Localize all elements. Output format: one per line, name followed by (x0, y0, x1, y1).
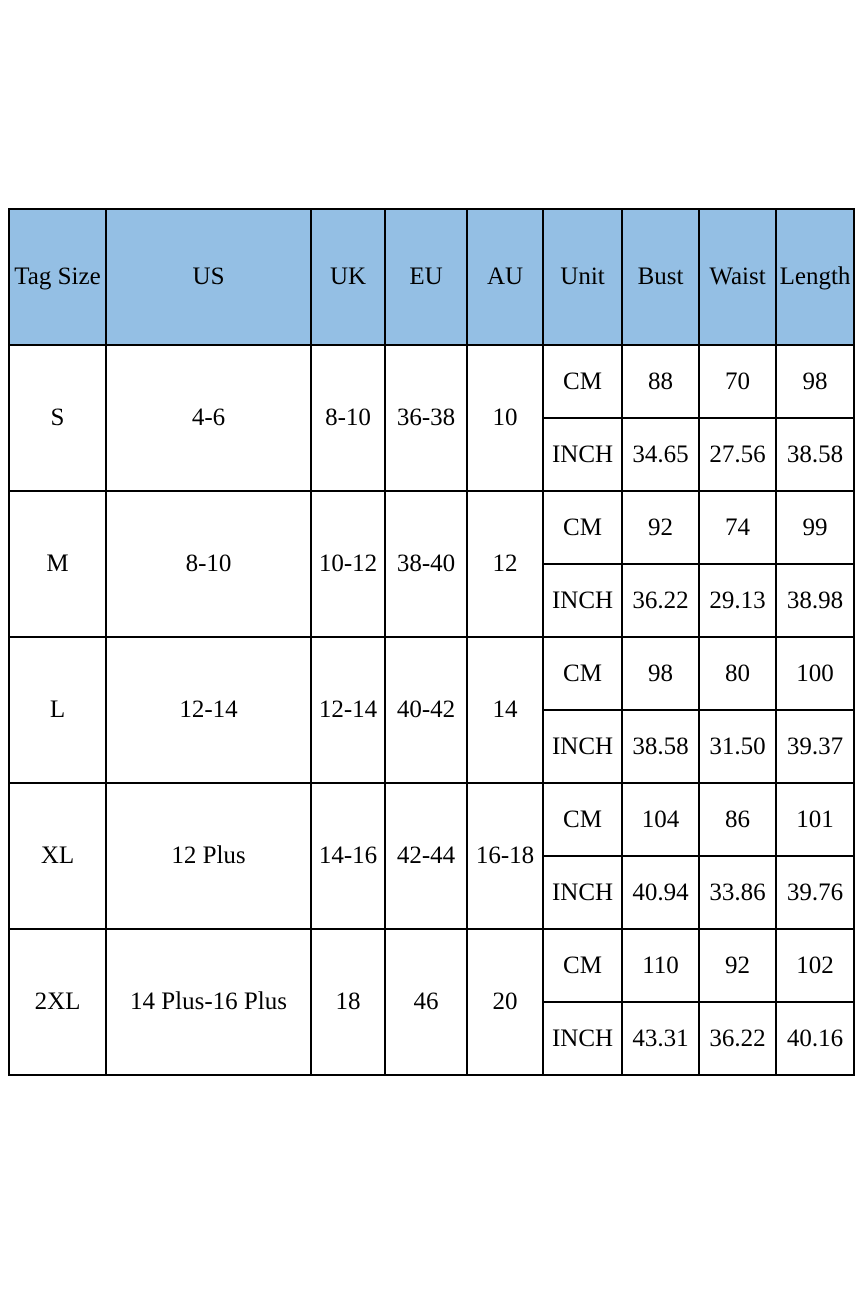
header-bust: Bust (622, 209, 699, 345)
table-row (9, 345, 854, 418)
cell-bust: 38.58 (622, 710, 699, 783)
cell-au: 16-18 (467, 783, 543, 929)
header-tag-size: Tag Size (9, 209, 106, 345)
cell-length: 39.37 (776, 710, 854, 783)
cell-tag-size: M (9, 491, 106, 637)
cell-us: 8-10 (106, 491, 311, 637)
cell-waist: 74 (699, 491, 776, 564)
cell-bust: 36.22 (622, 564, 699, 637)
cell-bust: 92 (622, 491, 699, 564)
cell-eu: 46 (385, 929, 467, 1075)
cell-unit: INCH (543, 418, 622, 491)
cell-waist: 70 (699, 345, 776, 418)
cell-us: 12-14 (106, 637, 311, 783)
cell-bust: 104 (622, 783, 699, 856)
table-row (9, 491, 854, 564)
cell-waist: 36.22 (699, 1002, 776, 1075)
cell-uk: 10-12 (311, 491, 385, 637)
cell-unit: INCH (543, 1002, 622, 1075)
cell-waist: 29.13 (699, 564, 776, 637)
cell-waist: 80 (699, 637, 776, 710)
cell-au: 20 (467, 929, 543, 1075)
cell-tag-size: L (9, 637, 106, 783)
cell-tag-size: XL (9, 783, 106, 929)
cell-eu: 36-38 (385, 345, 467, 491)
cell-au: 10 (467, 345, 543, 491)
cell-unit: CM (543, 783, 622, 856)
cell-tag-size: 2XL (9, 929, 106, 1075)
cell-length: 101 (776, 783, 854, 856)
header-eu: EU (385, 209, 467, 345)
cell-bust: 98 (622, 637, 699, 710)
cell-bust: 110 (622, 929, 699, 1002)
cell-uk: 8-10 (311, 345, 385, 491)
cell-uk: 12-14 (311, 637, 385, 783)
cell-tag-size: S (9, 345, 106, 491)
cell-us: 4-6 (106, 345, 311, 491)
cell-bust: 43.31 (622, 1002, 699, 1075)
table-header (9, 209, 854, 345)
header-au: AU (467, 209, 543, 345)
cell-eu: 40-42 (385, 637, 467, 783)
cell-us: 14 Plus-16 Plus (106, 929, 311, 1075)
cell-length: 38.58 (776, 418, 854, 491)
cell-bust: 88 (622, 345, 699, 418)
header-us: US (106, 209, 311, 345)
cell-waist: 27.56 (699, 418, 776, 491)
cell-waist: 92 (699, 929, 776, 1002)
table-row (9, 637, 854, 710)
cell-us: 12 Plus (106, 783, 311, 929)
header-row (9, 209, 854, 345)
cell-eu: 38-40 (385, 491, 467, 637)
cell-waist: 31.50 (699, 710, 776, 783)
header-uk: UK (311, 209, 385, 345)
cell-length: 98 (776, 345, 854, 418)
cell-length: 102 (776, 929, 854, 1002)
size-chart-table-wrapper (8, 208, 853, 1076)
table-row (9, 929, 854, 1002)
cell-bust: 40.94 (622, 856, 699, 929)
cell-uk: 14-16 (311, 783, 385, 929)
cell-uk: 18 (311, 929, 385, 1075)
size-chart-table (8, 208, 855, 1076)
cell-au: 12 (467, 491, 543, 637)
cell-waist: 86 (699, 783, 776, 856)
cell-unit: INCH (543, 564, 622, 637)
cell-waist: 33.86 (699, 856, 776, 929)
cell-au: 14 (467, 637, 543, 783)
cell-unit: CM (543, 929, 622, 1002)
cell-eu: 42-44 (385, 783, 467, 929)
cell-length: 38.98 (776, 564, 854, 637)
header-length: Length (776, 209, 854, 345)
cell-length: 100 (776, 637, 854, 710)
cell-unit: CM (543, 637, 622, 710)
cell-bust: 34.65 (622, 418, 699, 491)
header-unit: Unit (543, 209, 622, 345)
cell-length: 40.16 (776, 1002, 854, 1075)
cell-unit: CM (543, 491, 622, 564)
cell-unit: CM (543, 345, 622, 418)
table-row (9, 783, 854, 856)
header-waist: Waist (699, 209, 776, 345)
cell-length: 39.76 (776, 856, 854, 929)
cell-unit: INCH (543, 856, 622, 929)
cell-length: 99 (776, 491, 854, 564)
table-body (9, 345, 854, 1075)
cell-unit: INCH (543, 710, 622, 783)
